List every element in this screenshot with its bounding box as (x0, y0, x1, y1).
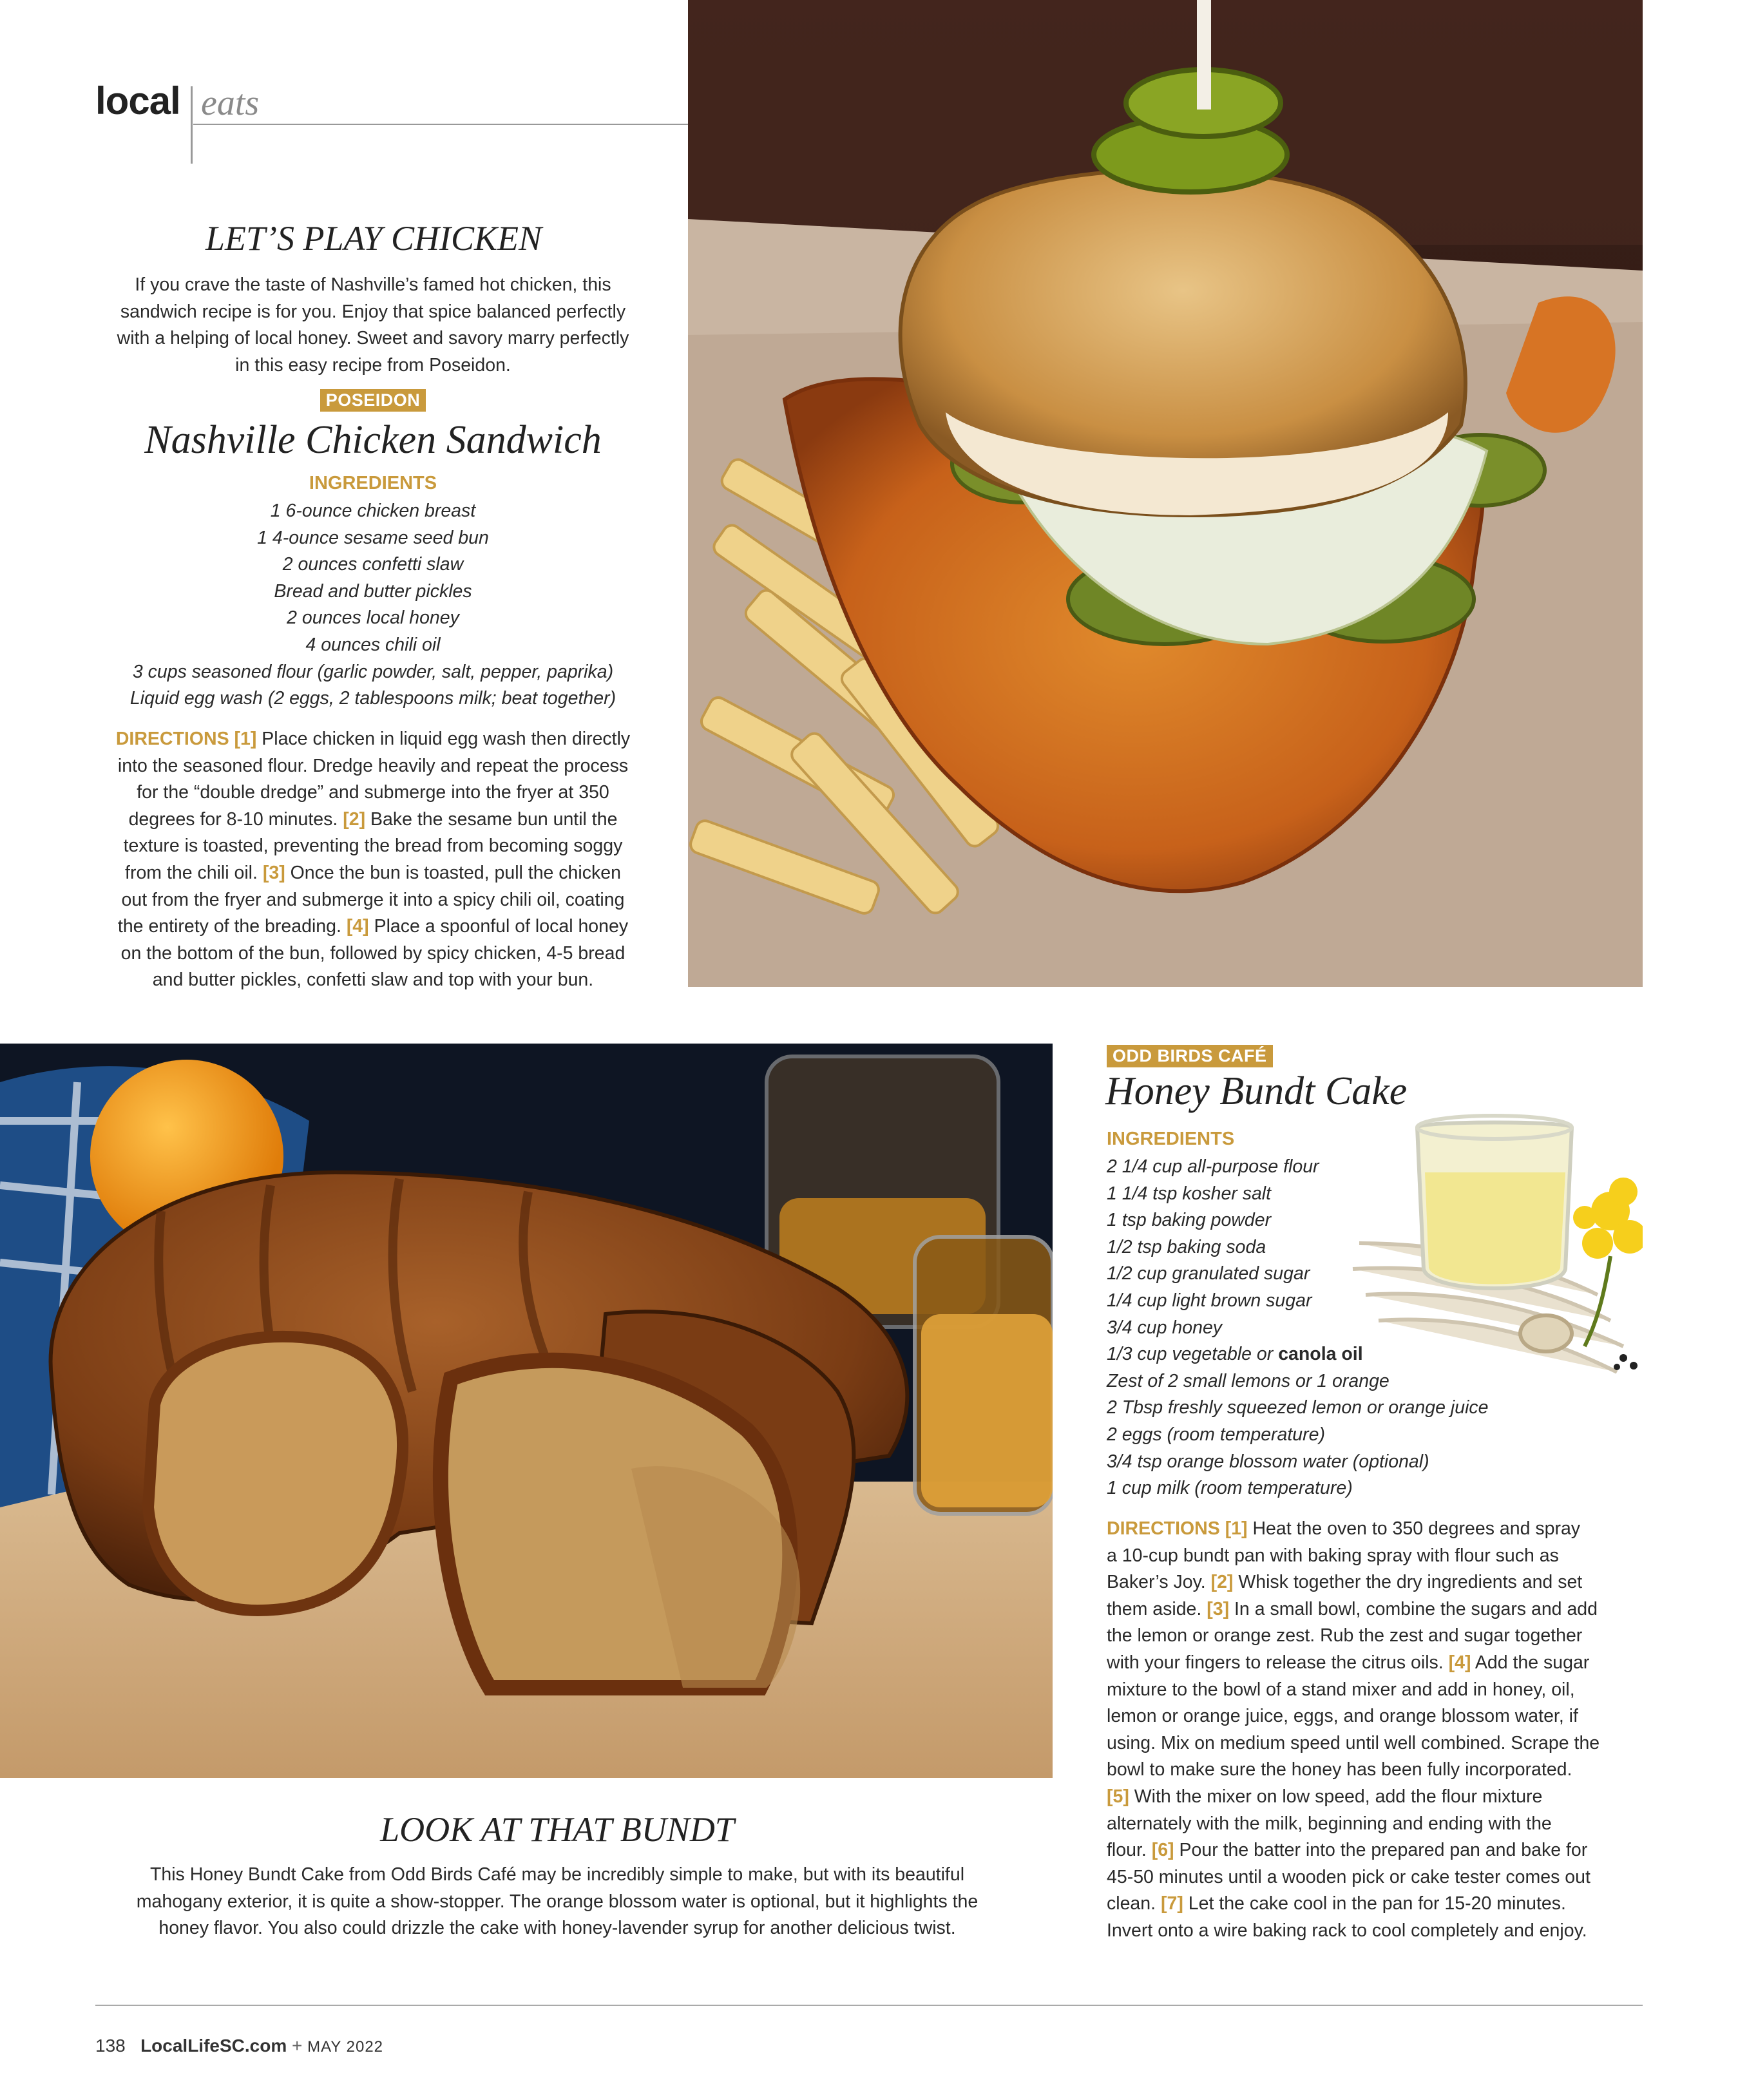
directions-text: alternately with the milk, beginning and ending with the (1107, 1813, 1552, 1834)
brand-local: local (95, 79, 180, 122)
ingredient-item: 2 Tbsp freshly squeezed lemon or orange juice (1107, 1397, 1489, 1418)
directions-text: 45-50 minutes until a wooden pick or cake tester comes out (1107, 1866, 1590, 1887)
intro-line: honey flavor. You also could drizzle the cake with honey-lavender syrup for another delicious twist. (158, 1918, 956, 1939)
header-rule (193, 124, 688, 125)
directions-line (95, 967, 651, 994)
directions-line (1107, 1837, 1622, 1864)
ingredient-item: Zest of 2 small lemons or 1 orange (1107, 1370, 1389, 1391)
ingredient-item: Bread and butter pickles (274, 580, 472, 602)
chicken-intro (95, 272, 651, 379)
restaurant-tag-odd-birds: ODD BIRDS CAFÉ (1107, 1045, 1273, 1067)
step-marker: [7] (1160, 1893, 1183, 1914)
directions-text: Invert onto a wire baking rack to cool completely and enjoy. (1107, 1920, 1587, 1941)
step-marker: [1] (1225, 1518, 1248, 1539)
directions-text: clean. (1107, 1893, 1161, 1914)
footer (95, 2034, 383, 2059)
directions-text: for the “double dredge” and submerge into the fryer at 350 (137, 782, 609, 803)
ingredient-item: 1 1/4 tsp kosher salt (1107, 1183, 1272, 1204)
directions-text: Place a spoonful of local honey (368, 916, 629, 937)
bundt-directions (1107, 1516, 1622, 1945)
directions-label: DIRECTIONS (115, 729, 234, 749)
ingredient-item: 4 ounces chili oil (305, 634, 441, 655)
intro-line: If you crave the taste of Nashville’s famed hot chicken, this (135, 274, 611, 295)
intro-line: mahogany exterior, it is quite a show-stopper. The orange blossom water is optional, but it highlights the (136, 1891, 979, 1912)
chicken-headline: LET’S PLAY CHICKEN (205, 219, 542, 258)
directions-line (95, 887, 651, 914)
directions-text: Baker’s Joy. (1107, 1572, 1211, 1593)
ingredient-item: 1 4-ounce sesame seed bun (257, 527, 489, 548)
bundt-ingredients-label: INGREDIENTS (1107, 1129, 1235, 1149)
site-link[interactable]: LocalLifeSC.com (140, 2036, 287, 2056)
directions-text: Let the cake cool in the pan for 15-20 minutes. (1183, 1893, 1566, 1914)
directions-line (95, 860, 651, 887)
step-marker: [2] (1210, 1572, 1234, 1593)
directions-text: Bake the sesame bun until the (365, 808, 618, 830)
directions-line (1107, 1596, 1622, 1623)
directions-line (95, 779, 651, 807)
bundt-cake-photo (0, 1044, 1053, 1778)
directions-text: into the seasoned flour. Dredge heavily and repeat the process (117, 755, 629, 776)
directions-text: out from the fryer and submerge it into a spicy chili oil, coating (121, 889, 625, 910)
directions-line (1107, 1569, 1622, 1596)
step-marker: [2] (343, 808, 366, 830)
intro-line: sandwich recipe is for you. Enjoy that spice balanced perfectly (120, 301, 626, 322)
bundt-recipe-title: Honey Bundt Cake (1105, 1069, 1408, 1113)
directions-line (1107, 1918, 1622, 1945)
ingredient-item: 2 ounces local honey (287, 607, 459, 629)
directions-text: Whisk together the dry ingredients and set (1233, 1572, 1583, 1593)
directions-text: the entirety of the breading. (117, 916, 347, 937)
chicken-recipe-title: Nashville Chicken Sandwich (144, 418, 602, 462)
directions-line (95, 753, 651, 780)
directions-line (95, 833, 651, 860)
directions-line (95, 940, 651, 968)
directions-line (1107, 1650, 1622, 1677)
directions-line (1107, 1677, 1622, 1704)
ingredient-item: 1 tsp baking powder (1107, 1210, 1272, 1231)
ingredient-item (1107, 1341, 1622, 1368)
ingredient-item: 1/4 cup light brown sugar (1107, 1290, 1312, 1311)
footer-rule (95, 2005, 1643, 2006)
step-marker: [4] (346, 916, 369, 937)
directions-line (95, 807, 651, 834)
step-marker: [5] (1107, 1786, 1129, 1807)
directions-line (1107, 1543, 1622, 1570)
directions-line (1107, 1730, 1622, 1757)
directions-line (1107, 1891, 1622, 1918)
directions-text: Place chicken in liquid egg wash then directly (256, 729, 631, 749)
directions-line (95, 913, 651, 940)
directions-text: lemon or orange juice, eggs, and orange blossom water, if (1107, 1706, 1578, 1727)
intro-line: This Honey Bundt Cake from Odd Birds Café may be incredibly simple to make, but with its beautiful (149, 1864, 965, 1885)
directions-text: on the bottom of the bun, followed by spicy chicken, 4-5 bread (120, 942, 625, 964)
directions-text: In a small bowl, combine the sugars and add (1229, 1598, 1598, 1619)
directions-line (1107, 1784, 1622, 1811)
directions-text: bowl to make sure the honey has been fully incorporated. (1107, 1759, 1572, 1780)
footer-separator: + (292, 2036, 303, 2056)
directions-line (1107, 1757, 1622, 1784)
directions-text: Heat the oven to 350 degrees and spray (1247, 1518, 1581, 1539)
directions-line (1107, 1811, 1622, 1838)
directions-text: from the chili oil. (125, 862, 263, 883)
chicken-sandwich-illustration (688, 0, 1643, 987)
chicken-sandwich-photo (688, 0, 1643, 987)
ingredient-item: 3/4 cup honey (1107, 1317, 1223, 1338)
section-eats: eats (201, 83, 260, 123)
directions-line (1107, 1864, 1622, 1891)
step-marker: [1] (234, 729, 257, 749)
bundt-cake-illustration (0, 1044, 1053, 1778)
directions-text: them aside. (1107, 1598, 1207, 1619)
ingredient-item: 1 6-ounce chicken breast (270, 501, 476, 521)
ingredient-item: 2 ounces confetti slaw (282, 554, 464, 575)
step-marker: [3] (262, 862, 285, 883)
chicken-ingredients-label: INGREDIENTS (309, 473, 437, 493)
directions-text: degrees for 8-10 minutes. (128, 808, 343, 830)
step-marker: [6] (1151, 1840, 1174, 1861)
directions-line (1107, 1623, 1622, 1650)
directions-line (95, 726, 651, 753)
bundt-ingredients-list (1107, 1154, 1622, 1502)
ingredient-item: 3 cups seasoned flour (garlic powder, salt, pepper, paprika) (132, 661, 614, 682)
chicken-tag-wrap (95, 389, 651, 412)
directions-text: the lemon or orange zest. Rub the zest and sugar together (1107, 1625, 1583, 1647)
directions-text: using. Mix on medium speed until well combined. Scrape the (1107, 1732, 1600, 1753)
bundt-intro (58, 1862, 1056, 1942)
bundt-tag-wrap (1107, 1045, 1273, 1067)
intro-line: in this easy recipe from Poseidon. (235, 354, 511, 376)
chicken-ingredients-list (95, 498, 651, 712)
ingredient-item: Liquid egg wash (2 eggs, 2 tablespoons milk; beat together) (129, 688, 616, 709)
directions-text: Pour the batter into the prepared pan and bake for (1174, 1840, 1588, 1861)
restaurant-tag-poseidon: POSEIDON (320, 389, 426, 412)
step-marker: [3] (1207, 1598, 1230, 1619)
directions-line (1107, 1703, 1622, 1730)
directions-text: with your fingers to release the citrus oils. (1107, 1652, 1449, 1673)
bundt-headline: LOOK AT THAT BUNDT (380, 1810, 734, 1849)
directions-text: With the mixer on low speed, add the flour mixture (1129, 1786, 1543, 1807)
directions-label: DIRECTIONS (1107, 1518, 1225, 1539)
ingredient-item: 1 cup milk (room temperature) (1107, 1478, 1353, 1499)
ingredient-item: 2 eggs (room temperature) (1107, 1424, 1325, 1445)
directions-text: flour. (1107, 1840, 1152, 1861)
directions-text: Once the bun is toasted, pull the chicken (285, 862, 621, 883)
ingredient-text: 1/3 cup vegetable or (1107, 1344, 1279, 1365)
ingredient-item: 1/2 cup granulated sugar (1107, 1263, 1310, 1284)
ingredient-item: 2 1/4 cup all-purpose flour (1107, 1156, 1319, 1177)
directions-text: and butter pickles, confetti slaw and top with your bun. (152, 969, 594, 991)
directions-text: Add the sugar (1471, 1652, 1590, 1673)
brand-divider (191, 86, 193, 164)
directions-text: mixture to the bowl of a stand mixer and add in honey, oil, (1107, 1679, 1575, 1700)
step-marker: [4] (1448, 1652, 1471, 1673)
ingredient-emphasis: canola oil (1278, 1344, 1363, 1365)
page-number: 138 (95, 2036, 126, 2056)
ingredient-item: 3/4 tsp orange blossom water (optional) (1107, 1451, 1429, 1472)
ingredient-item: 1/2 tsp baking soda (1107, 1236, 1266, 1257)
issue-date: MAY 2022 (307, 2038, 384, 2056)
intro-line: with a helping of local honey. Sweet and savory marry perfectly (117, 328, 629, 349)
directions-text: a 10-cup bundt pan with baking spray with flour such as (1107, 1545, 1559, 1566)
directions-text: texture is toasted, preventing the bread from becoming soggy (123, 835, 623, 857)
chicken-directions (95, 726, 651, 994)
directions-line (1107, 1516, 1622, 1543)
